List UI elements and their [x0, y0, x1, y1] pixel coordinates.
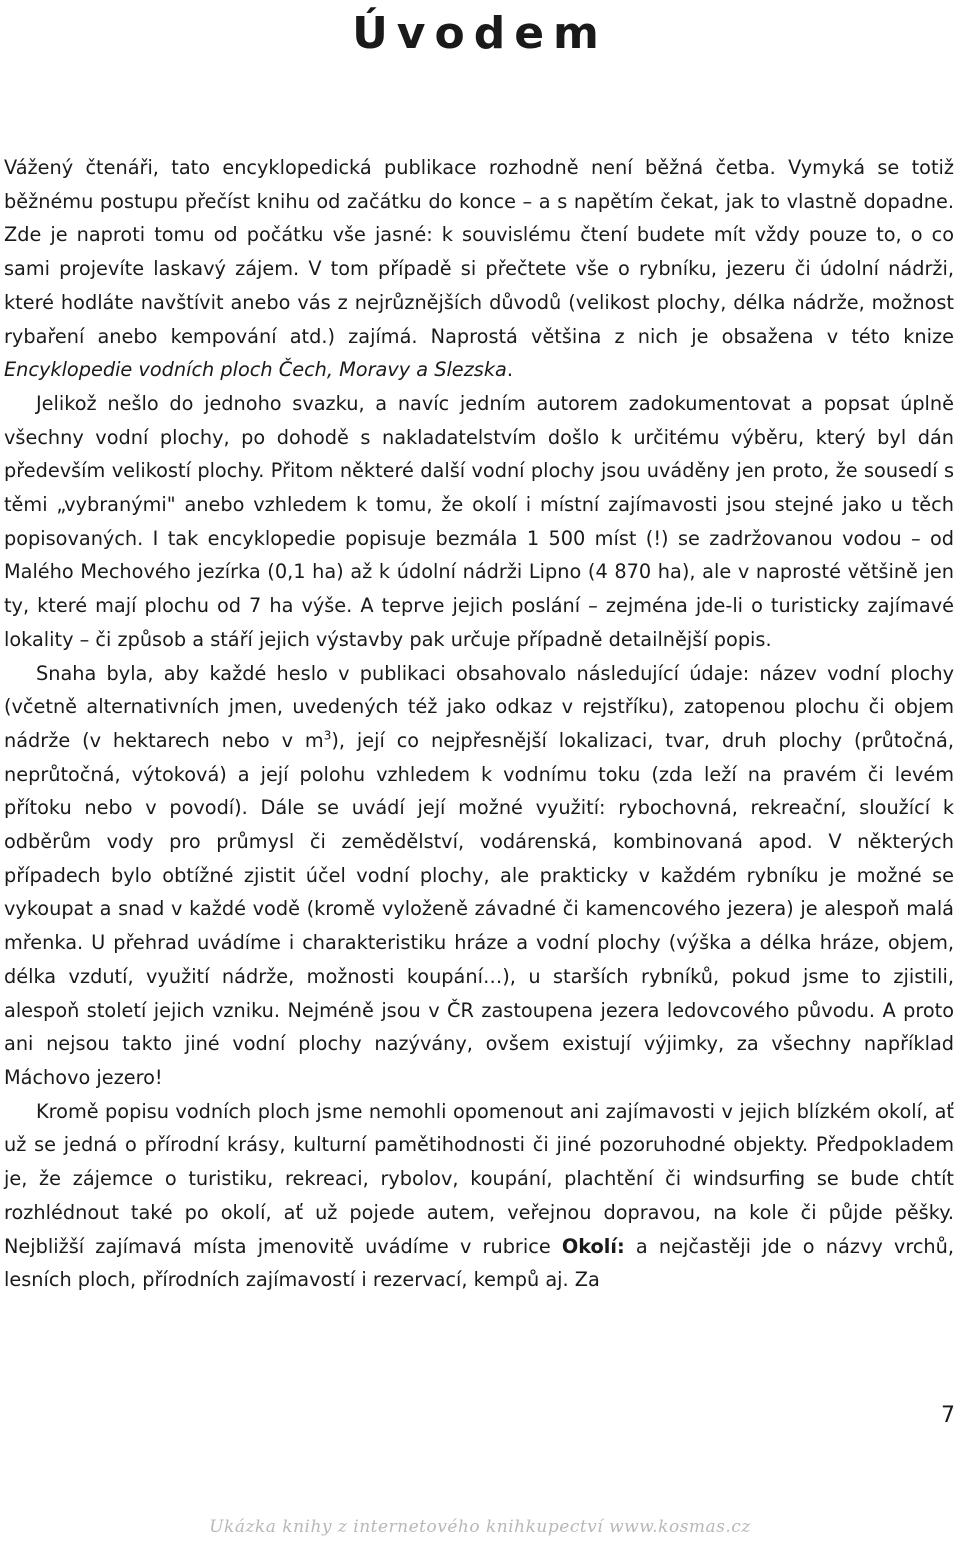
- paragraph-4-text: Kromě popisu vodních ploch jsme nemohli opomenout ani zajímavosti v jejich blízkém okolí, ať už se jedná o přírodní krásy, kulturní pamětihodnosti či jiné pozoruhodné objekty. Předpokladem je, že zájemce o turistiku, rekreaci, rybolov, koupání, plachtění či windsurfing se bude chtít rozhlédnout také po okolí, ať už pojede autem, veřejnou dopravou, na kole či půjde pěšky. Nejbližší zajímavá místa jmenovitě uvádíme v rubrice: [4, 1099, 954, 1258]
- footer-watermark: Ukázka knihy z internetového knihkupectví www.kosmas.cz: [209, 1517, 751, 1537]
- paragraph-3-rest: ), její co nejpřesnější lokalizaci, tvar, druh plochy (průtočná, neprůtočná, výtoková) a její polohu vzhledem k vodnímu toku (zda leží na pravém či levém přítoku nebo v povodí). Dále se uvádí její možné využití: rybochovná, rekreační, sloužící k odběrům vody pro průmysl či zemědělství, vodárenská, kombinovaná apod. V některých případech bylo obtížné zjistit účel vodní plochy, ale prakticky v každém rybníku je možné se vykoupat a snad v každé vodě (kromě vyloženě závadné či kamencového jezera) je alespoň malá mřenka. U přehrad uvádíme i charakteristiku hráze a vodní plochy (výška a délka hráze, objem, délka vzdutí, využití nádrže, možnosti koupání…), u starších rybníků, pokud jsme to zjistili, alespoň století jejich vzniku. Nejméně jsou v ČR zastoupena jezera ledovcového původu. A proto ani nejsou takto jiné vodní plochy nazývány, ovšem existují výjimky, za všechny například Máchovo jezero!: [4, 728, 954, 1089]
- paragraph-1-text: Vážený čtenáři, tato encyklopedická publikace rozhodně není běžná četba. Vymyká se totiž běžnému postupu přečíst knihu od začátku do konce – a s napětím čekat, jak to vlastně dopadne. Zde je naproti tomu od počátku vše jasné: k souvislému čtení budete mít vždy pouze to, o co sami projevíte laskavý zájem. V tom případě si přečtete vše o rybníku, jezeru či údolní nádrži, které hodláte navštívit anebo vás z nejrůznějších důvodů (velikost plochy, délka nádrže, možnost rybaření anebo kempování atd.) zajímá. Naprostá většina z nich je obsažena v této knize: [4, 156, 954, 348]
- book-title: Encyklopedie vodních ploch Čech, Moravy a Slezska: [4, 358, 507, 382]
- paragraph-3-text: Snaha byla, aby každé heslo v publikaci obsahovalo následující údaje: název vodní plochy (včetně alternativních jmen, uvedených též jako odkaz v rejstříku), zatopenou plochu či objem nádrže (v hektarech nebo v m: [4, 661, 954, 752]
- paragraph-1: [4, 151, 954, 387]
- page-title: Úvodem: [352, 8, 608, 59]
- superscript-3: 3: [323, 728, 332, 743]
- paragraph-3: [4, 657, 954, 1095]
- rubric-okoli: Okolí:: [561, 1234, 625, 1258]
- paragraph-1-end: .: [506, 358, 513, 382]
- paragraph-4: [4, 1095, 954, 1297]
- paragraph-4-rest: a nejčastěji jde o názvy vrchů, lesních ploch, přírodních zajímavostí i rezervací, kempů aj. Za: [4, 1234, 954, 1292]
- article-body: [4, 151, 954, 1297]
- page-number: 7: [941, 1403, 955, 1428]
- paragraph-2: Jelikož nešlo do jednoho svazku, a navíc jedním autorem zadokumentovat a popsat úplně všechny vodní plochy, po dohodě s nakladatelstvím došlo k určitému výběru, který byl dán především velikostí plochy. Přitom některé další vodní plochy jsou uváděny jen proto, že sousedí s těmi „vybranými" anebo vzhledem k tomu, že okolí i místní zajímavosti jsou stejné jako u těch popisovaných. I tak encyklopedie popisuje bezmála 1 500 míst (!) se zadržovanou vodou – od Malého Mechového jezírka (0,1 ha) až k údolní nádrži Lipno (4 870 ha), ale v naprosté většině jen ty, které mají plochu od 7 ha výše. A teprve jejich poslání – zejména jde-li o turisticky zajímavé lokality – či způsob a stáří jejich výstavby pak určuje případně detailnější popis.: [4, 391, 954, 651]
